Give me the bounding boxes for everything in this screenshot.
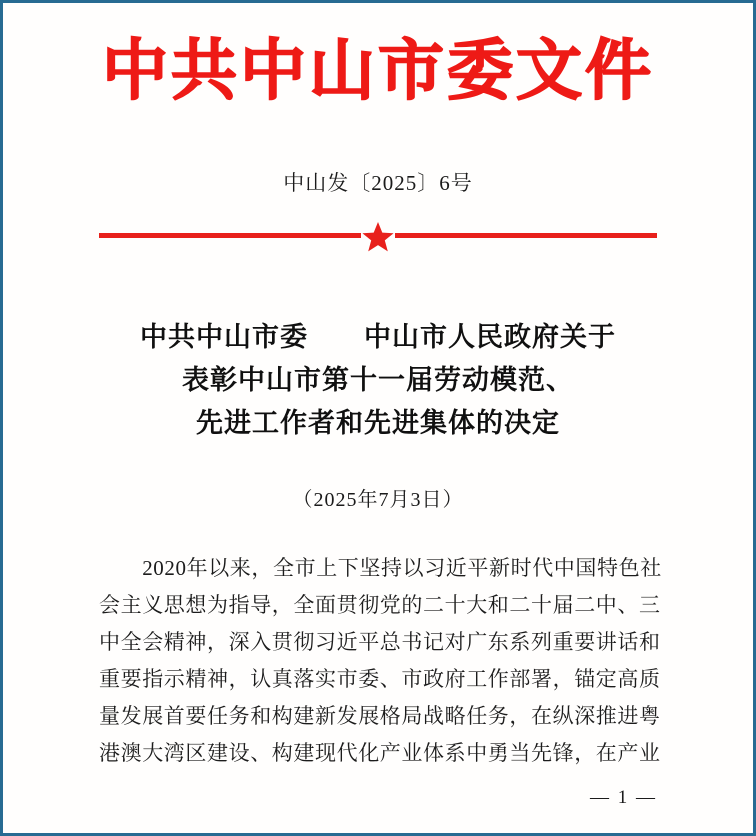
body-line: 港澳大湾区建设、构建现代化产业体系中勇当先锋，在产业 [99,741,661,765]
page-number: — 1 — [590,787,657,808]
divider-line-right [395,233,657,238]
body-line: 量发展首要任务和构建新发展格局战略任务，在纵深推进粤 [99,704,661,728]
title-line-1: 中共中山市委 中山市人民政府关于 [140,322,616,353]
masthead [99,3,657,113]
document-date-row [99,483,657,512]
title-line-3: 先进工作者和先进集体的决定 [196,408,560,439]
document-date: （2025年7月3日） [292,489,464,511]
document-number: 中山发〔2025〕6号 [283,171,473,195]
masthead-title: 中共中山市委文件 [102,31,654,109]
document-sheet [3,3,753,833]
red-divider [99,220,657,254]
body-line: 2020年以来，全市上下坚持以习近平新时代中国特色社 [99,556,662,580]
document-body [99,550,662,772]
document-title [99,316,657,445]
document-number-row [99,167,657,197]
body-line: 重要指示精神，认真落实市委、市政府工作部署，锚定高质 [99,667,661,691]
page-footer [99,787,657,809]
red-star-icon [361,220,395,254]
divider-line-left [99,233,361,238]
title-line-2: 表彰中山市第十一届劳动模范、 [182,365,574,396]
body-line: 会主义思想为指导，全面贯彻党的二十大和二十届二中、三 [99,593,661,617]
body-line: 中全会精神，深入贯彻习近平总书记对广东系列重要讲话和 [99,630,661,654]
